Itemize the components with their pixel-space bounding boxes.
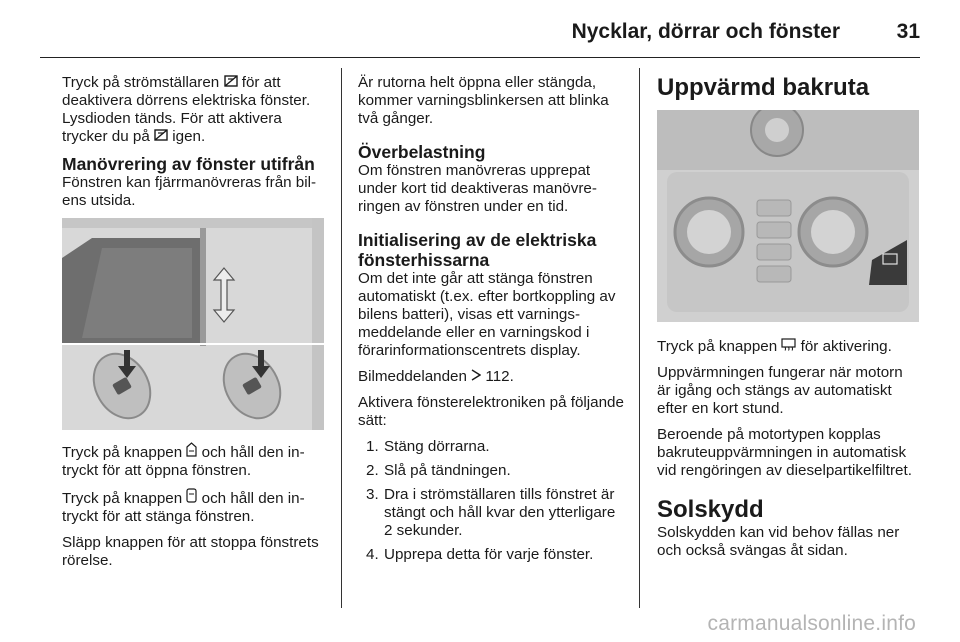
list-item: 3. Dra i strömställaren tills fönstret är stängt och håll kvar den ytterligare 2 sekunder. bbox=[366, 486, 616, 539]
press-button-paragraph: Tryck på knappen för aktivering. bbox=[657, 338, 892, 355]
activate-paragraph: Aktivera fönsterelektroniken på följande sätt: bbox=[358, 394, 624, 429]
open-window-paragraph: Tryck på knappen och håll den intryckt för att öppna fönstren. bbox=[62, 444, 305, 479]
watermark: carmanualsonline.info bbox=[707, 612, 916, 635]
heading-initialisation: Initialisering av de elektriska fönsterhissarna bbox=[358, 230, 597, 270]
remote-paragraph: Fönstren kan fjärrmanövreras från bilens utsida. bbox=[62, 174, 317, 209]
init-paragraph: Om det inte går att stänga fönstren automatiskt (t.ex. efter bortkoppling av bilens batteri), visas ett varningsmeddelande eller en varningskod i förarinformationscentrets display. bbox=[358, 270, 616, 359]
climate-panel-photo bbox=[657, 110, 919, 322]
engine-info-paragraph: Beroende på motortypen kopplas bakruteuppvärmningen in automatisk vid rengöringen av dieselpartikelfiltret. bbox=[657, 426, 912, 479]
release-paragraph: Släpp knappen för att stoppa fönstrets rörelse. bbox=[62, 534, 319, 569]
arrow-ref-icon bbox=[471, 369, 481, 383]
overload-paragraph: Om fönstren manövreras upprepat under kort tid deaktiveras manövreringen av fönstren under en tid. bbox=[358, 162, 597, 215]
window-down-icon bbox=[186, 488, 197, 505]
rear-window-heating-icon bbox=[781, 338, 796, 353]
heading-heated-rear-window: Uppvärmd bakruta bbox=[657, 74, 870, 101]
close-window-paragraph: Tryck på knappen och håll den intryckt för att stänga fönstren. bbox=[62, 490, 305, 525]
column-3 bbox=[657, 74, 919, 568]
intro-paragraph: Tryck på strömställaren för att deaktivera dörrens elektriska fönster. Lysdioden tänds. För att aktivera trycker du på igen. bbox=[62, 74, 311, 145]
column-divider-1 bbox=[341, 68, 342, 608]
list-item: 1. Stäng dörrarna. bbox=[366, 438, 490, 455]
page-header bbox=[0, 0, 960, 62]
window-lock-icon bbox=[154, 129, 168, 143]
column-divider-2 bbox=[639, 68, 640, 608]
sun-visor-paragraph: Solskydden kan vid behov fällas ner och också svängas åt sidan. bbox=[657, 524, 900, 559]
column-2 bbox=[358, 74, 626, 570]
heading-overload: Överbelastning bbox=[358, 142, 486, 162]
heading-sun-visor: Solskydd bbox=[657, 496, 764, 523]
heating-info-paragraph: Uppvärmningen fungerar när motorn är igång och stängs av automatiskt efter en kort stund. bbox=[657, 364, 903, 417]
section-title: Nycklar, dörrar och fönster bbox=[571, 20, 840, 43]
warning-paragraph: Är rutorna helt öppna eller stängda, kommer varningsblinkersen att blinka två gånger. bbox=[358, 74, 609, 127]
header-divider bbox=[40, 57, 920, 58]
list-item: 2. Slå på tändningen. bbox=[366, 462, 511, 479]
heading-remote-operation: Manövrering av fönster utifrån bbox=[62, 154, 315, 174]
steps-list bbox=[358, 438, 626, 564]
window-lock-icon bbox=[224, 75, 238, 89]
list-item: 4. Upprepa detta för varje fönster. bbox=[366, 546, 594, 563]
page-number: 31 bbox=[896, 20, 920, 43]
column-1 bbox=[62, 74, 324, 578]
key-remote-photo bbox=[62, 218, 324, 430]
vehicle-messages-ref: Bilmeddelanden 112. bbox=[358, 368, 514, 385]
window-up-icon bbox=[186, 442, 197, 459]
